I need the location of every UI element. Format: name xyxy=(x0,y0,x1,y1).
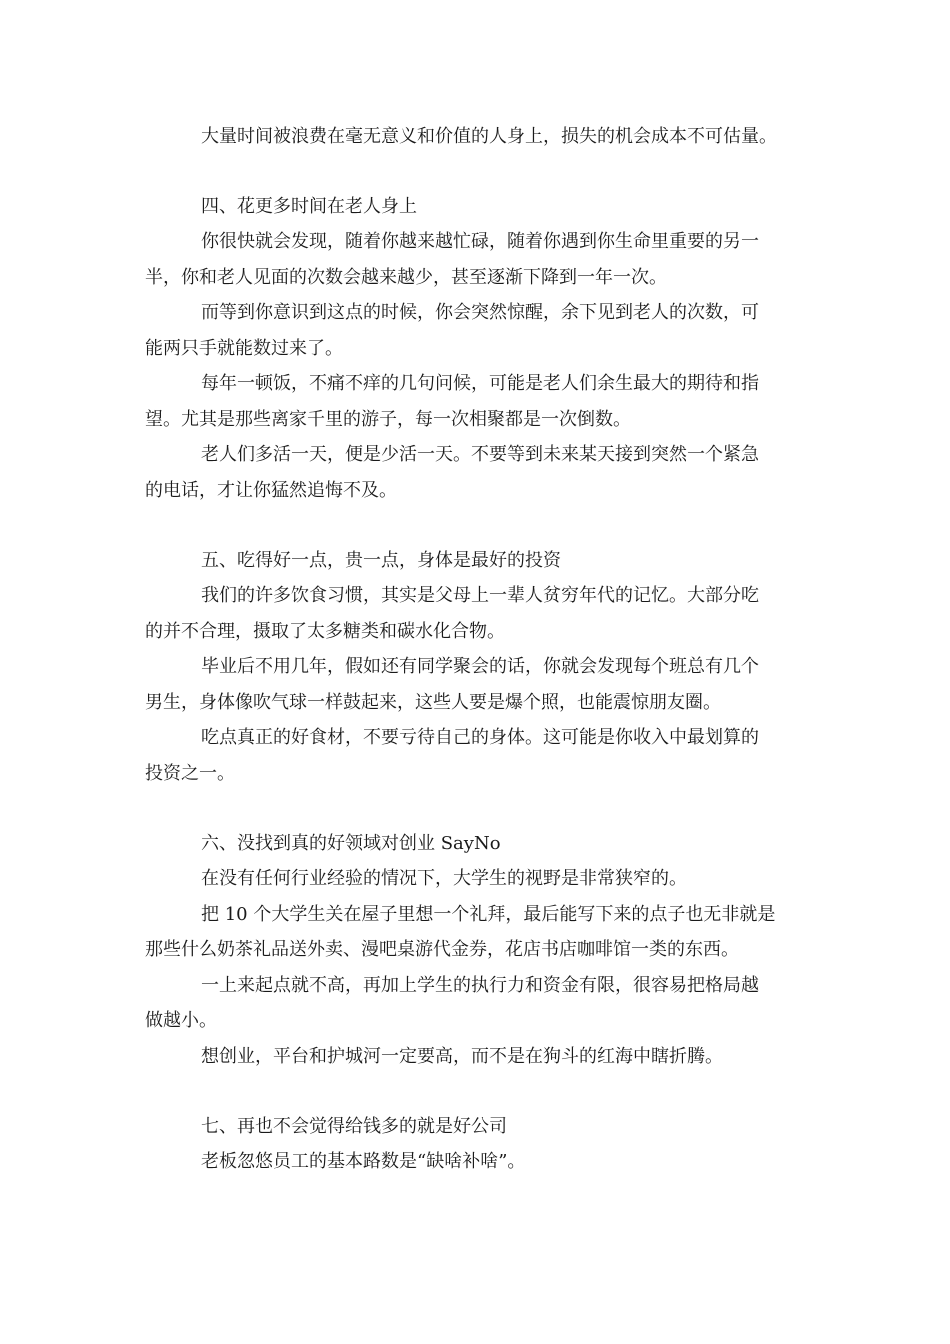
body-text-line: 半，你和老人见面的次数会越来越少，甚至逐渐下降到一年一次。 xyxy=(145,267,667,288)
body-text-line: 在没有任何行业经验的情况下，大学生的视野是非常狭窄的。 xyxy=(201,868,687,889)
body-text-line: 的并不合理，摄取了太多糖类和碳水化合物。 xyxy=(145,621,505,642)
body-text-line: 你很快就会发现，随着你越来越忙碌，随着你遇到你生命里重要的另一 xyxy=(201,231,759,252)
body-text-line: 毕业后不用几年，假如还有同学聚会的话，你就会发现每个班总有几个 xyxy=(201,656,759,677)
body-text-line: 投资之一。 xyxy=(145,763,235,784)
body-text-line: 每年一顿饭，不痛不痒的几句问候，可能是老人们余生最大的期待和指 xyxy=(201,373,759,394)
section-heading: 五、吃得好一点，贵一点，身体是最好的投资 xyxy=(201,550,561,571)
body-text-line: 想创业，平台和护城河一定要高，而不是在狗斗的红海中瞎折腾。 xyxy=(201,1046,723,1067)
body-text-line: 老板忽悠员工的基本路数是“缺啥补啥”。 xyxy=(201,1151,526,1172)
section-heading: 四、花更多时间在老人身上 xyxy=(201,196,417,217)
body-text-line: 做越小。 xyxy=(145,1010,217,1031)
body-text-line: 吃点真正的好食材，不要亏待自己的身体。这可能是你收入中最划算的 xyxy=(201,727,759,748)
body-text-line: 而等到你意识到这点的时候，你会突然惊醒，余下见到老人的次数，可 xyxy=(201,302,759,323)
body-text-line: 把 10 个大学生关在屋子里想一个礼拜，最后能写下来的点子也无非就是 xyxy=(201,904,776,925)
body-text-line: 老人们多活一天，便是少活一天。不要等到未来某天接到突然一个紧急 xyxy=(201,444,759,465)
body-text-line: 大量时间被浪费在毫无意义和价值的人身上，损失的机会成本不可估量。 xyxy=(201,126,777,147)
section-heading: 七、再也不会觉得给钱多的就是好公司 xyxy=(201,1116,507,1137)
body-text-line: 那些什么奶茶礼品送外卖、漫吧桌游代金券，花店书店咖啡馆一类的东西。 xyxy=(145,939,739,960)
body-text-line: 一上来起点就不高，再加上学生的执行力和资金有限，很容易把格局越 xyxy=(201,975,759,996)
body-text-line: 我们的许多饮食习惯，其实是父母上一辈人贫穷年代的记忆。大部分吃 xyxy=(201,585,759,606)
body-text-line: 男生，身体像吹气球一样鼓起来，这些人要是爆个照，也能震惊朋友圈。 xyxy=(145,692,721,713)
body-text-line: 的电话，才让你猛然追悔不及。 xyxy=(145,480,397,501)
body-text-line: 能两只手就能数过来了。 xyxy=(145,338,343,359)
section-heading: 六、没找到真的好领域对创业 SayNo xyxy=(201,833,501,854)
body-text-line: 望。尤其是那些离家千里的游子，每一次相聚都是一次倒数。 xyxy=(145,409,631,430)
